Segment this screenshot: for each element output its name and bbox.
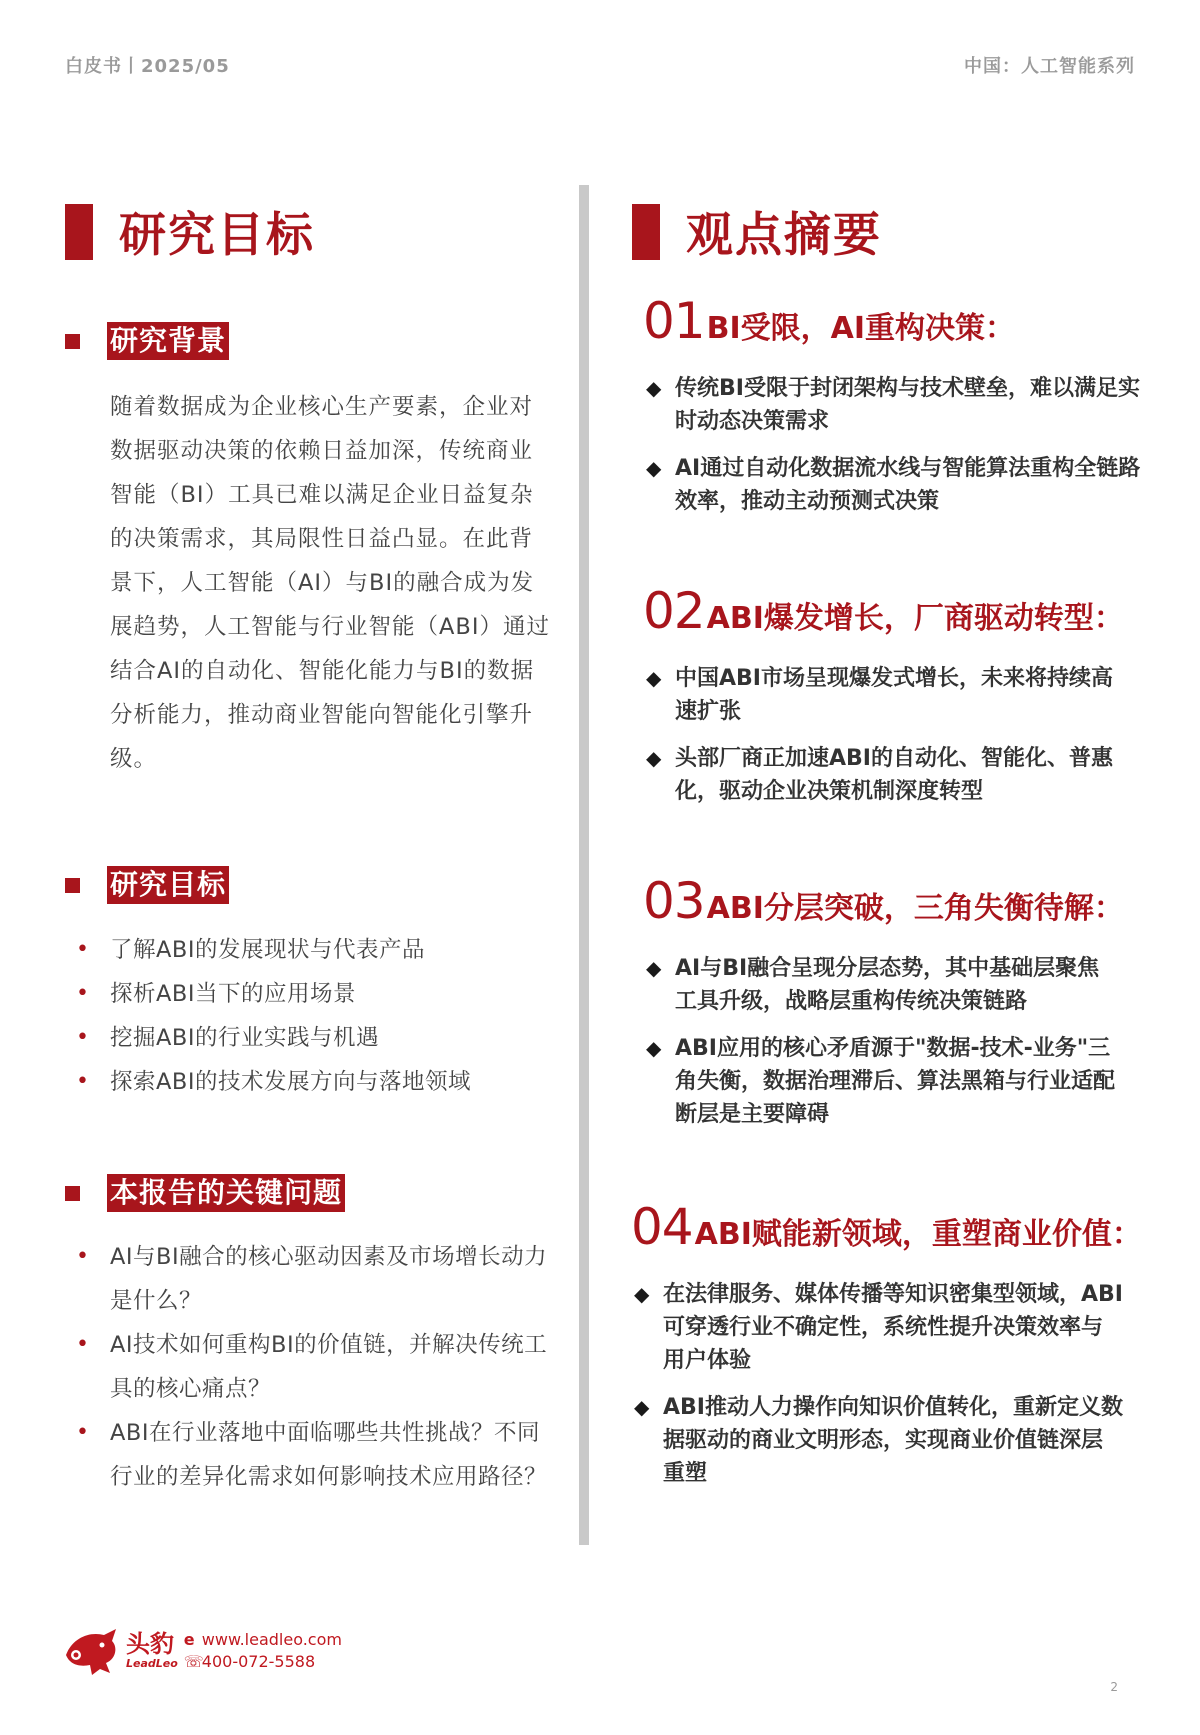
diamond-bullet-icon: ◆ [646,456,662,480]
list-item: • AI与BI融合的核心驱动因素及市场增长动力是什么？ [72,1235,552,1323]
list-item: ◆ ABI推动人力操作向知识价值转化，重新定义数据驱动的商业文明形态，实现商业价值链深层重塑 [634,1391,1124,1490]
diamond-bullet-icon: ◆ [646,1036,662,1060]
list-item: • 探析ABI当下的应用场景 [72,972,562,1016]
goals-list [72,928,562,1104]
brand-text [126,1631,178,1671]
point-number: 03 [643,872,705,930]
left-title-text: 研究目标 [119,208,315,263]
point-title-text: ABI爆发增长，厂商驱动转型： [706,601,1124,636]
brand-name-en: LeadLeo [126,1657,178,1670]
website-link[interactable]: www.leadleo.com [201,1630,342,1649]
point-number: 01 [643,292,705,350]
list-item: • ABI在行业落地中面临哪些共性挑战？不同行业的差异化需求如何影响技术应用路径？ [72,1411,552,1499]
list-item: ◆ 中国ABI市场呈现爆发式增长，未来将持续高速扩张 [646,662,1116,728]
list-item: ◆ ABI应用的核心矛盾源于"数据-技术-业务"三角失衡，数据治理滞后、算法黑箱与行业适配断层是主要障碍 [646,1032,1116,1131]
point-02-list [646,662,1116,822]
background-heading [65,322,229,360]
header-report-type: 白皮书丨2025/05 [65,56,230,77]
diamond-bullet-icon: ◆ [634,1282,650,1306]
website-row[interactable] [184,1629,342,1651]
list-item: • 挖掘ABI的行业实践与机遇 [72,1016,562,1060]
list-item: ◆ 头部厂商正加速ABI的自动化、智能化、普惠化，驱动企业决策机制深度转型 [646,742,1116,808]
bullet-dot-icon: • [76,937,90,962]
point-03-title [643,872,1124,930]
diamond-bullet-icon: ◆ [646,956,662,980]
page-number: 2 [1110,1680,1118,1694]
diamond-bullet-icon: ◆ [646,376,662,400]
point-title-text: BI受限，AI重构决策： [706,311,1016,346]
point-01-title [643,292,1015,350]
list-item: • 探索ABI的技术发展方向与落地领域 [72,1060,562,1104]
goals-heading [65,866,229,904]
bullet-dot-icon: • [76,1332,90,1357]
square-bullet-icon [65,878,80,893]
left-section-title [65,198,315,265]
diamond-bullet-icon: ◆ [646,746,662,770]
title-bar-marker [65,204,93,260]
point-04-list [634,1278,1124,1504]
point-number: 04 [631,1198,693,1256]
bullet-dot-icon: • [76,1025,90,1050]
questions-list [72,1235,552,1499]
point-title-text: ABI分层突破，三角失衡待解： [706,891,1124,926]
point-02-title [643,582,1124,640]
point-number: 02 [643,582,705,640]
right-title-text: 观点摘要 [686,208,882,263]
phone-icon: ☏ [183,1652,204,1671]
column-divider [579,185,589,1545]
contact-info [184,1629,342,1673]
list-item: ◆ 在法律服务、媒体传播等知识密集型领域，ABI可穿透行业不确定性，系统性提升决策效率与用户体验 [634,1278,1124,1377]
right-section-title [632,198,882,265]
title-bar-marker [632,204,660,260]
bullet-dot-icon: • [76,1244,90,1269]
list-item: • 了解ABI的发展现状与代表产品 [72,928,562,972]
questions-heading-label: 本报告的关键问题 [107,1174,345,1212]
diamond-bullet-icon: ◆ [634,1395,650,1419]
background-heading-label: 研究背景 [107,322,229,360]
web-e-icon: e [183,1630,195,1649]
point-03-list [646,952,1116,1145]
diamond-bullet-icon: ◆ [646,666,662,690]
list-item: ◆ AI与BI融合呈现分层态势，其中基础层聚焦工具升级，战略层重构传统决策链路 [646,952,1116,1018]
point-title-text: ABI赋能新领域，重塑商业价值： [694,1217,1142,1252]
goals-heading-label: 研究目标 [107,866,229,904]
brand-name-cn: 头豹 [126,1630,174,1658]
questions-heading [65,1174,345,1212]
list-item: • AI技术如何重构BI的价值链，并解决传统工具的核心痛点？ [72,1323,552,1411]
phone-number: 400-072-5588 [201,1652,316,1671]
bullet-dot-icon: • [76,1069,90,1094]
point-04-title [631,1198,1142,1256]
square-bullet-icon [65,1186,80,1201]
list-item: ◆ 传统BI受限于封闭架构与技术壁垒，难以满足实时动态决策需求 [646,372,1141,438]
background-paragraph: 随着数据成为企业核心生产要素，企业对数据驱动决策的依赖日益加深，传统商业智能（BI）工具已难以满足企业日益复杂的决策需求，其局限性日益凸显。在此背景下，人工智能（AI）与BI的融合成为发展趋势，人工智能与行业智能（ABI）通过结合AI的自动化、智能化能力与BI的数据分析能力，推动商业智能向智能化引擎升级。 [110,394,550,772]
point-01-list [646,372,1141,532]
leopard-logo-icon [62,1625,120,1677]
header-series: 中国：人工智能系列 [964,56,1135,77]
list-item: ◆ AI通过自动化数据流水线与智能算法重构全链路效率，推动主动预测式决策 [646,452,1141,518]
footer-logo [62,1625,342,1677]
bullet-dot-icon: • [76,1420,90,1445]
square-bullet-icon [65,334,80,349]
phone-row [184,1651,342,1673]
bullet-dot-icon: • [76,981,90,1006]
